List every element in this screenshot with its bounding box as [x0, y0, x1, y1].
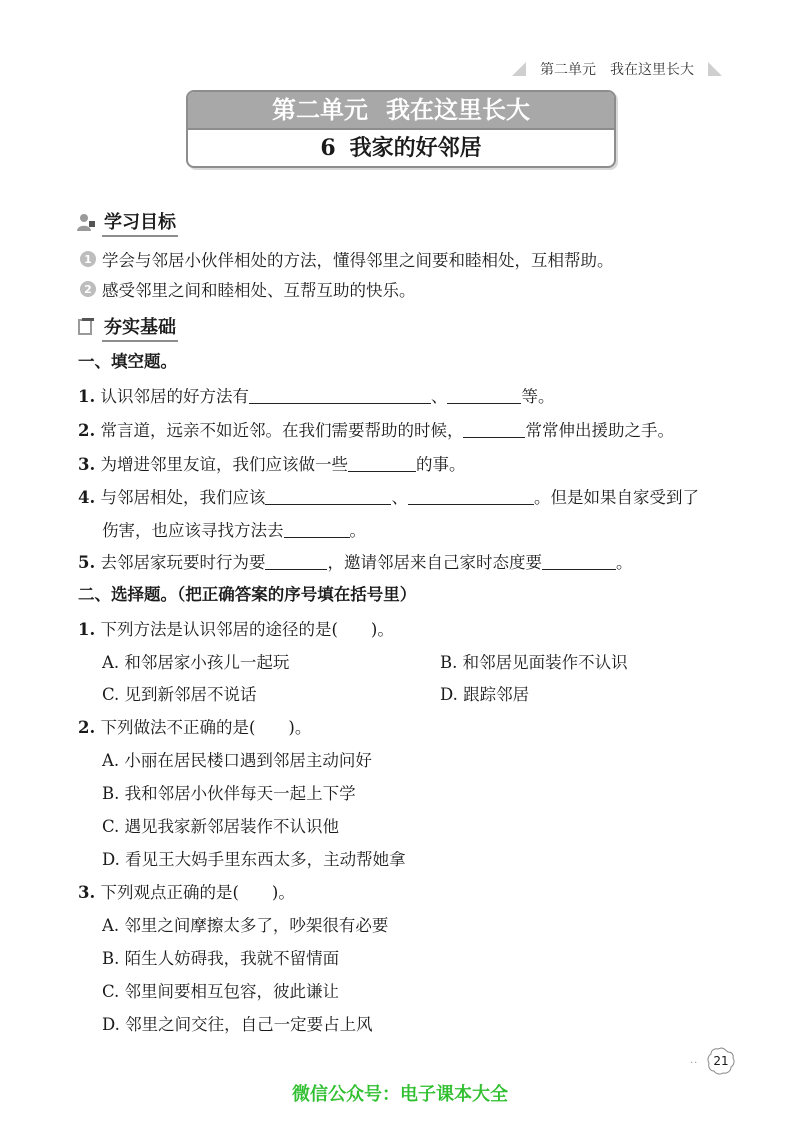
question-choice-1	[78, 615, 394, 645]
question-number: 3.	[78, 455, 96, 474]
question-text: 去邻居家玩要时行为要	[100, 553, 266, 572]
question-fill-4-cont	[102, 516, 366, 546]
running-header	[512, 58, 722, 80]
lesson-name: 我家的好邻居	[349, 135, 482, 161]
question-number: 1.	[78, 620, 96, 639]
answer-blank[interactable]	[447, 385, 521, 404]
running-header-title: 我在这里长大	[610, 62, 694, 78]
option-b[interactable]: B. 和邻居见面装作不认识	[440, 653, 628, 672]
option-d[interactable]: D. 跟踪邻居	[440, 685, 530, 704]
question-text: 与邻居相处，我们应该	[100, 488, 266, 507]
option-d[interactable]: D. 邻里之间交往，自己一定要占上风	[102, 1015, 373, 1034]
option-c[interactable]: C. 遇见我家新邻居装作不认识他	[102, 817, 340, 836]
question-number: 4.	[78, 488, 96, 507]
question-text: 。但是如果自家受到了	[533, 488, 699, 507]
option-a[interactable]: A. 邻里之间摩擦太多了，吵架很有必要	[102, 916, 389, 935]
footer-watermark: 微信公众号：电子课本大全	[292, 1084, 508, 1105]
goal-item	[80, 244, 614, 274]
option-c[interactable]: C. 邻里间要相互包容，彼此谦让	[102, 982, 340, 1001]
option-c[interactable]: C. 见到新邻居不说话	[102, 685, 257, 704]
goal-number-badge: 1	[80, 251, 96, 267]
basics-heading	[76, 313, 178, 341]
option-d[interactable]: D. 看见王大妈手里东西太多，主动帮她拿	[102, 850, 406, 869]
question-number: 3.	[78, 883, 96, 902]
section-fill-in-title: 一、填空题。	[78, 352, 177, 371]
lesson-title-box	[186, 90, 616, 168]
question-text: 的事。	[415, 455, 466, 474]
question-choice-2	[78, 713, 311, 743]
page-number-dots: ··	[690, 1058, 699, 1069]
answer-blank[interactable]	[408, 486, 534, 505]
section-choice-title: 二、选择题。（把正确答案的序号填在括号里）	[78, 585, 417, 604]
question-fill-5	[78, 548, 632, 578]
question-text: ，邀请邻居来自己家时态度要	[327, 553, 542, 572]
question-text: 。	[615, 553, 633, 572]
student-icon	[76, 212, 96, 232]
triangle-left-icon	[512, 62, 526, 76]
lesson-number: 6	[320, 135, 336, 161]
answer-blank[interactable]	[249, 385, 431, 404]
answer-blank[interactable]	[348, 453, 416, 472]
question-text: 。	[349, 521, 366, 540]
question-text: 认识邻居的好方法有	[100, 387, 249, 406]
unit-label: 第二单元	[272, 95, 368, 124]
goal-text: 感受邻里之间和睦相处、互帮互助的快乐。	[102, 281, 416, 300]
question-number: 2.	[78, 718, 96, 737]
unit-title: 我在这里长大	[386, 95, 530, 124]
question-text: 常言道，远亲不如近邻。在我们需要帮助的时候，	[100, 421, 464, 440]
question-fill-2	[78, 416, 674, 446]
answer-blank[interactable]	[542, 551, 616, 570]
goal-item	[80, 274, 416, 304]
answer-blank[interactable]	[265, 486, 391, 505]
question-fill-1	[78, 382, 554, 412]
goals-heading	[76, 208, 178, 236]
option-a[interactable]: A. 小丽在居民楼口遇到邻居主动问好	[102, 751, 372, 770]
question-stem: 下列观点正确的是( )。	[100, 883, 295, 902]
question-fill-4	[78, 483, 699, 513]
question-text: 、	[391, 488, 408, 507]
question-number: 1.	[78, 387, 96, 406]
lesson-title	[188, 130, 614, 166]
question-text: 为增进邻里友谊，我们应该做一些	[100, 455, 348, 474]
question-stem: 下列方法是认识邻居的途径的是( )。	[100, 620, 394, 639]
page-number	[706, 1046, 736, 1076]
question-text: 等。	[521, 387, 555, 406]
answer-blank[interactable]	[463, 419, 525, 438]
running-header-unit: 第二单元	[540, 62, 596, 78]
option-b[interactable]: B. 我和邻居小伙伴每天一起上下学	[102, 784, 356, 803]
basics-heading-text: 夯实基础	[102, 313, 178, 342]
option-b[interactable]: B. 陌生人妨碍我，我就不留情面	[102, 949, 340, 968]
question-text: 伤害，也应该寻找方法去	[102, 521, 284, 540]
goals-heading-text: 学习目标	[102, 208, 178, 237]
goal-text: 学会与邻居小伙伴相处的方法，懂得邻里之间要和睦相处，互相帮助。	[102, 251, 614, 270]
triangle-right-icon	[708, 62, 722, 76]
unit-band	[188, 92, 614, 130]
question-text: 、	[430, 387, 448, 406]
question-number: 5.	[78, 553, 96, 572]
question-text: 常常伸出援助之手。	[525, 421, 674, 440]
question-stem: 下列做法不正确的是( )。	[100, 718, 312, 737]
question-number: 2.	[78, 421, 96, 440]
answer-blank[interactable]	[284, 519, 350, 538]
page-number-text: 21	[713, 1054, 729, 1068]
question-fill-3	[78, 450, 465, 480]
answer-blank[interactable]	[265, 551, 327, 570]
goal-number-badge: 2	[80, 281, 96, 297]
option-a[interactable]: A. 和邻居家小孩儿一起玩	[102, 653, 290, 672]
book-icon	[76, 317, 96, 337]
question-choice-3	[78, 878, 295, 908]
